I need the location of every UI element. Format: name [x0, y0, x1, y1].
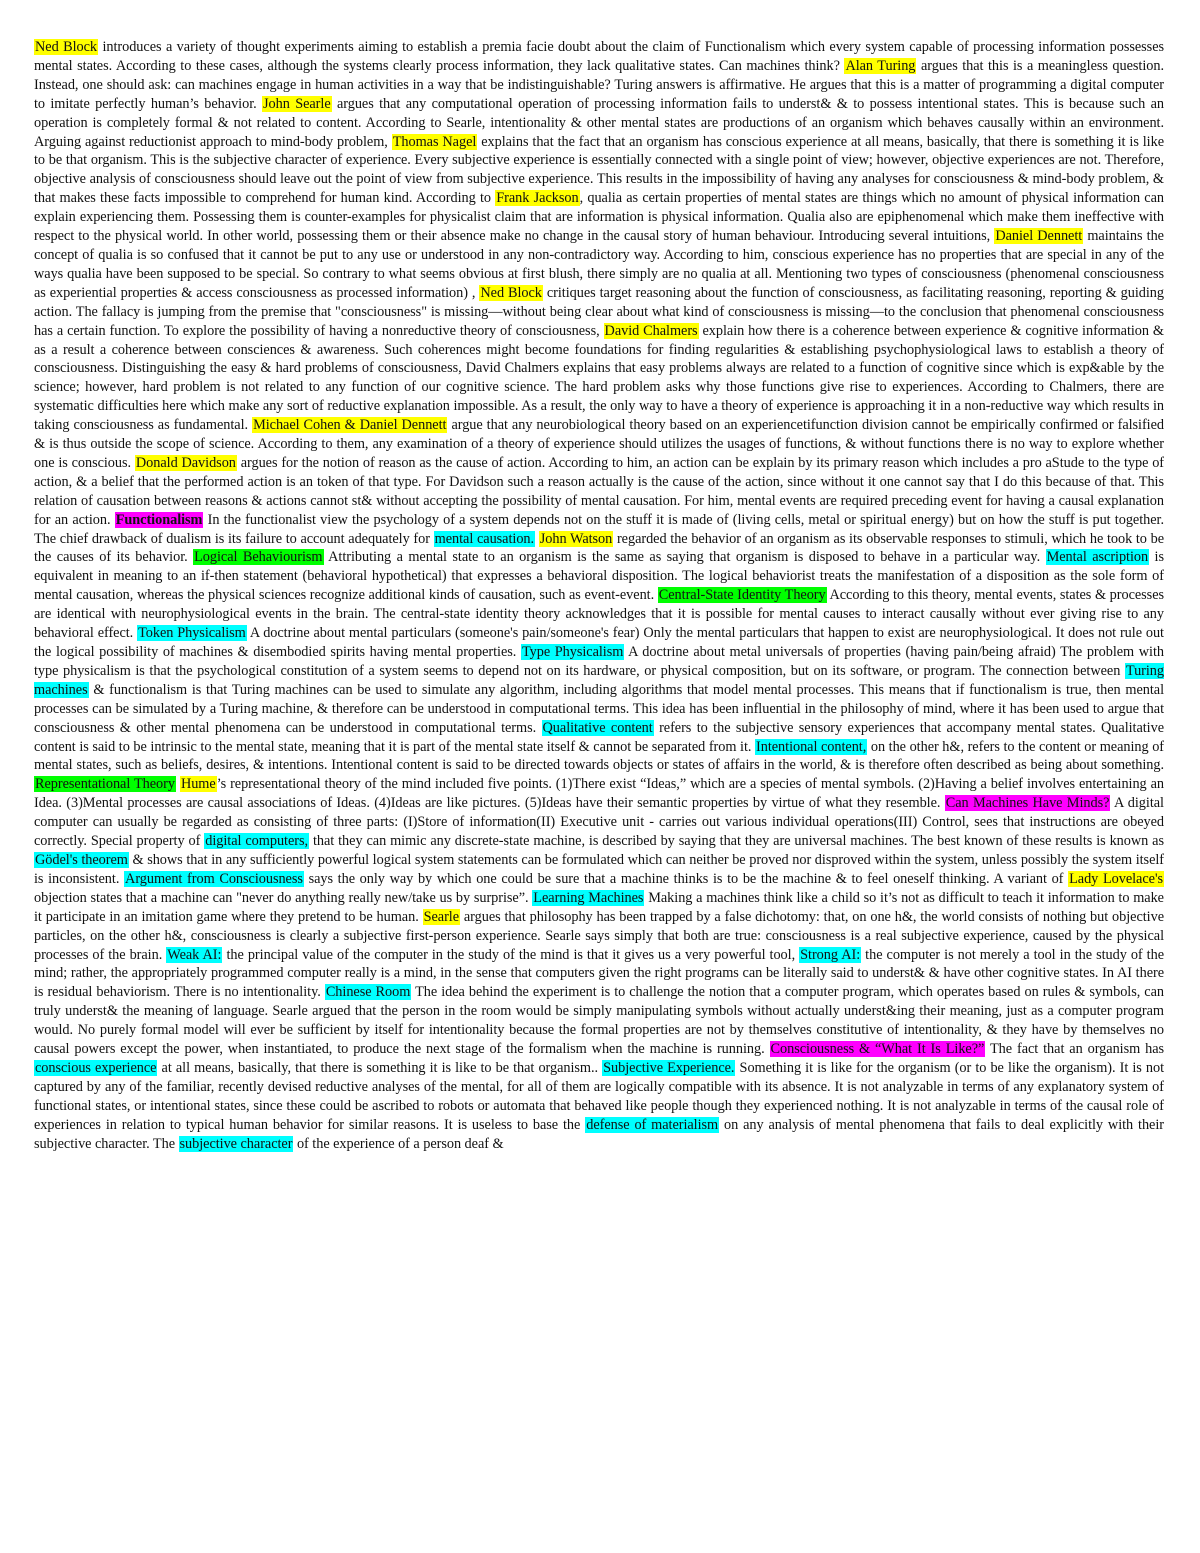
- highlighted-term: Subjective Experience.: [603, 1059, 735, 1076]
- highlighted-term: Alan Turing: [845, 57, 916, 74]
- body-text: that they can mimic any discrete-state machine, is described by saying that they are universal machines. The best known of these results is known as: [309, 833, 1164, 850]
- highlighted-term: Type Physicalism: [521, 644, 624, 660]
- body-text: critiques target reasoning about the function of consciousness, as facilitating reasoning, reporting & guiding action. The fallacy is jumping from the premise that "consciousness" is missing—without being clear about what kind of consciousness is missing—to the conclusion that phenomenal consciousness has a certain function. To explore the possibility of having a nonreductive theory of consciousness,: [34, 284, 1165, 339]
- body-text: the principal value of the computer in the study of the mind is that it gives us a very powerful tool,: [222, 946, 800, 963]
- body-text: The fact that an organism has: [985, 1041, 1165, 1058]
- highlighted-term: Ned Block: [35, 39, 98, 55]
- highlighted-term: mental causation.: [434, 530, 535, 547]
- body-text: explain how there is a coherence between experience & cognitive information & as a result a coherence between consciences & awareness. Such coherences might become foundations for finding regularities & establishing psychophysiological laws to establish a theory of consciousness. Distinguishing the easy & hard problems of consciousness, David Chalmers explains that easy problems always are related to a function of cognitive since which is exp&able by the science; however, hard problem is not related to any function of our cognitive science. The hard problem asks why those functions give rise to experiences. According to Chalmers, there are systematic difficulties here which make any sort of reductive explanation impossible. As a result, the only way to have a theory of experience is approaching it in a non-reductive way which results in taking consciousness as fundamental.: [34, 322, 1165, 434]
- highlighted-term: Logical Behaviourism: [194, 549, 323, 566]
- highlighted-term: Central-State Identity Theory: [658, 587, 826, 604]
- body-text: Attributing a mental state to an organism is the same as saying that organism is disposed to behave in a particular way.: [323, 549, 1046, 566]
- highlighted-term: Searle: [423, 908, 460, 925]
- body-text: on any analysis of mental phenomena that fails to deal explicitly with their subjective character. The: [34, 1116, 1164, 1152]
- highlighted-term: Daniel Dennett: [995, 228, 1083, 245]
- highlighted-term: Learning Machines: [533, 889, 644, 906]
- highlighted-term: defense of materialism: [586, 1116, 719, 1133]
- highlighted-term: conscious experience: [35, 1059, 157, 1076]
- body-text: on the other h&, refers to the content or meaning of mental states, such as beliefs, desires, & intentions. Intentional content is said to be directed towards objects or states of affairs in the world, & is therefore often described as being about something.: [34, 738, 1165, 774]
- body-text: the computer is not merely a tool in the study of the mind; rather, the appropriately programmed computer really is a mind, in the sense that computers given the right programs can be literally said to underst& & have other cognitive states. In AI there is residual behaviorism. There is no intentionality.: [34, 946, 1165, 1001]
- highlighted-term: Strong AI:: [800, 946, 861, 963]
- body-text: argues that this is a meaningless question. Instead, one should ask: can machines engage in human activities in a way that be indistinguishable? Turing answers is affirmative. He argues that this is a matter of programming a digital computer to imitate perfectly human’s behavior.: [34, 57, 1164, 112]
- highlighted-term: Gödel's theorem: [35, 851, 128, 868]
- highlighted-term: Lady Lovelace's: [1069, 870, 1163, 887]
- body-text: In the functionalist view the psychology of a system depends not on the stuff it is made of (living cells, metal or spiritual energy) but on how the stuff is put together. The chief drawback of dualism is its failure to account adequately for: [34, 511, 1164, 547]
- body-text: introduces a variety of thought experiments aiming to establish a premia facie doubt about the claim of Functionalism which every system capable of processing information possesses mental states. According to these cases, although the systems clearly process information, they lack qualitative states. Can machines think?: [34, 39, 1165, 74]
- body-text: is equivalent in meaning to an if-then statement (behavioral hypothetical) that expresses a behavioral disposition. The logical behaviorist treats the manifestation of a disposition as the sole form of mental causation, whereas the physical sciences recognize additional kinds of causation, such as event-event.: [34, 549, 1164, 604]
- highlighted-term: Consciousness & “What It Is Like?”: [770, 1041, 985, 1058]
- highlighted-term: Michael Cohen & Daniel Dennett: [253, 417, 447, 434]
- body-text: Making a machines think like a child so it’s not as difficult to teach it information to make it participate in an imitation game where they pretend to be human.: [34, 889, 1164, 925]
- highlighted-term: Turing machines: [34, 662, 1164, 698]
- body-text: at all means, basically, that there is something it is like to be that organism..: [157, 1059, 603, 1076]
- highlighted-term: Frank Jackson: [496, 190, 579, 207]
- body-text: refers to the subjective sensory experiences that accompany mental states. Qualitative content is said to be intrinsic to the mental state, meaning that it is part of the mental state itself & cannot be separated from it.: [34, 719, 1164, 755]
- highlighted-term: Intentional content,: [756, 738, 867, 755]
- body-text: A doctrine about mental particulars (someone's pain/someone's fear) Only the mental particulars that happen to exist are neurophysiological. It does not rule out the logical possibility of machines & disembodied spirits having mental properties.: [34, 625, 1164, 660]
- highlighted-term: Mental ascription: [1046, 549, 1149, 566]
- highlighted-term: Hume: [180, 776, 216, 793]
- document-page: [34, 38, 1164, 1153]
- body-text: The idea behind the experiment is to challenge the notion that a computer program, which operates based on rules & symbols, can truly underst& the meaning of language. Searle argued that the person in the room would be simply manipulating symbols without actually underst&ing their meaning, just as a computer program would. No purely formal model will ever be sufficient by itself for intentionality because the formal properties are not by themselves constitutive of intentionality, & they have by themselves no causal powers except the power, when instantiated, to produce the next stage of the formalism when the machine is running.: [34, 984, 1164, 1058]
- highlighted-term: Can Machines Have Minds?: [945, 795, 1110, 812]
- highlighted-term: Weak AI:: [167, 946, 222, 963]
- highlighted-term: Qualitative content: [542, 719, 653, 736]
- highlighted-term: Donald Davidson: [135, 454, 236, 471]
- body-text: regarded the behavior of an organism as its observable responses to stimuli, which he took to be the causes of its behavior.: [34, 530, 1165, 566]
- highlighted-term: Chinese Room: [325, 984, 411, 1001]
- highlighted-term: Argument from Consciousness: [125, 870, 303, 887]
- body-text: & shows that in any sufficiently powerful logical system statements can be formulated which can neither be proved nor disproved within the system, unless possibly the system itself is inconsistent.: [34, 851, 1164, 887]
- highlighted-term: John Searle: [263, 95, 331, 112]
- highlighted-term: Functionalism: [115, 511, 203, 528]
- body-text: argues that philosophy has been trapped by a false dichotomy: that, on one h&, the world consists of nothing but objective particles, on the other h&, consciousness is clearly a subjective first-person experience. Searle says simply that both are true: consciousness is a real subjective experience, caused by the physical processes of the brain.: [34, 908, 1164, 963]
- body-text: explains that the fact that an organism has conscious experience at all means, basically, that there is something it is like to be that organism. This is the subjective character of experience. Every subjective experience is essentially connected with a single point of view; however, objective experiences are not. Therefore, objective analysis of consciousness should leave out the point of view from subjective experience. This results in the impossibility of having any analyses for consciousness & mind-body problem, & that makes these facts impossible to comprehend for human kind. According to: [34, 133, 1164, 207]
- body-text: A digital computer can usually be regarded as consisting of three parts: (I)Store of information(II) Executive unit - carries out various individual operations(III) Control, sees that instructions are obeyed correctly. Special property of: [34, 795, 1164, 850]
- highlighted-term: Thomas Nagel: [392, 133, 477, 150]
- body-text: objection states that a machine can "never do anything really new/take us by surprise”.: [34, 889, 533, 906]
- body-text: argue that any neurobiological theory based on an experiencetifunction division cannot be empirically confirmed or falsified & is thus outside the scope of science. According to them, any examination of a theory of experience should utilizes the usages of functions, & without functions there is no way to explore whether one is conscious.: [34, 417, 1164, 471]
- body-text: Something it is like for the organism (or to be like the organism). It is not captured by any of the familiar, recently devised reductive analyses of the mental, for all of them are logically compatible with its absence. It is not analyzable in terms of any explanatory system of functional states, or intentional states, since these could be ascribed to robots or automata that behaved like people though they experienced nothing. It is not analyzable in terms of the causal role of experiences in relation to typical human behavior for similar reasons. It is useless to base the: [34, 1059, 1165, 1133]
- highlighted-term: David Chalmers: [604, 322, 698, 339]
- highlighted-term: Representational Theory: [35, 776, 175, 793]
- body-text: argues that any computational operation of processing information fails to underst& & to possess intentional states. This is because such an operation is completely formal & not related to content. According to Searle, intentionality & other mental states are productions of an organism which behaves causally within an environment. Arguing against reductionist approach to mind-body problem,: [34, 95, 1165, 150]
- body-text: ’s representational theory of the mind included five points. (1)There exist “Ideas,” which are a species of mental symbols. (2)Having a belief involves entertaining an Idea. (3)Mental processes are causal associations of Ideas. (4)Ideas are like pictures. (5)Ideas have their semantic properties by virtue of what they resemble.: [34, 776, 1165, 812]
- highlighted-term: Ned Block: [480, 284, 542, 301]
- body-text: says the only way by which one could be sure that a machine thinks is to be the machine & to feel oneself thinking. A variant of: [303, 870, 1069, 887]
- body-text: According to this theory, mental events, states & processes are identical with neurophysiological events in the brain. The central-state identity theory acknowledges that it is possible for mental causes to interact causally without ever giving rise to any behavioral effect.: [34, 587, 1165, 642]
- body-text: A doctrine about metal universals of properties (having pain/being afraid) The problem with type physicalism is that the psychological constitution of a system seems to depend not on its hardware, or physical composition, but on its software, or program. The connection between: [34, 644, 1164, 679]
- highlighted-term: digital computers,: [205, 833, 309, 850]
- body-text: of the experience of a person deaf &: [293, 1135, 504, 1152]
- body-text: & functionalism is that Turing machines can be used to simulate any algorithm, including algorithms that model mental processes. This means that if functionalism is true, then mental processes can be simulated by a Turing machine, & therefore can be understood in computational terms. This idea has been influential in the philosophy of mind, where it has been used to argue that consciousness & other mental phenomena can be understood in computational terms.: [34, 681, 1164, 736]
- highlighted-term: John Watson: [539, 530, 613, 547]
- body-text: maintains the concept of qualia is so confused that it cannot be put to any use or understood in any non-contradictory way. According to him, conscious experience has no properties that are special in any of the ways qualia have been supposed to be special. So contrary to what seems obvious at first blush, there simply are no qualia at all. Mentioning two types of consciousness (phenomenal consciousness as experiential properties & access consciousness as processed information) ,: [34, 228, 1164, 301]
- document-paragraph: [34, 38, 1164, 1153]
- body-text: argues for the notion of reason as the cause of action. According to him, an action can be explain by its primary reason which includes a pro aStude to the type of action, & a belief that the performed action is an token of that type. For Davidson such a reason actually is the cause of the action, since without it one cannot say that I do this because of that. This relation of causation between reasons & actions cannot st& without accepting the possibility of mental causation. For him, mental events are required preceding event for having a causal explanation for an action.: [34, 454, 1164, 528]
- highlighted-term: subjective character: [179, 1135, 293, 1152]
- highlighted-term: Token Physicalism: [138, 625, 246, 642]
- body-text: , qualia as certain properties of mental states are things which no amount of physical information can explain experiencing them. Possessing them is counter-examples for physicalist claim that are information is physical information. Qualia also are epiphenomenal which make them ineffective with respect to the physical world. In other world, possessing them or their absence make no change in the causal story of human behaviour. Introducing several intuitions,: [34, 190, 1164, 245]
